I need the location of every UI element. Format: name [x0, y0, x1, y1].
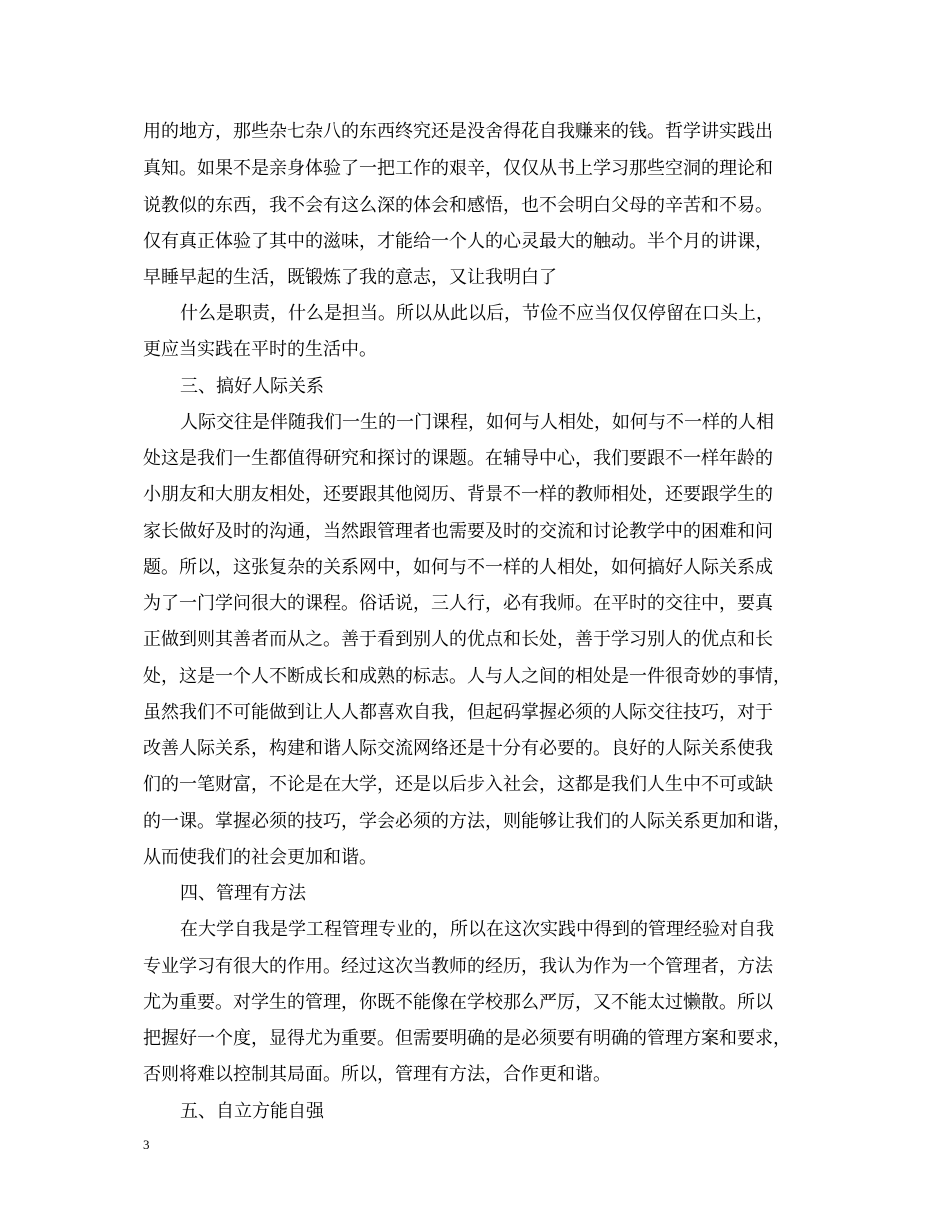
text-line: 正做到则其善者而从之。善于看到别人的优点和长处，善于学习别人的优点和长 [143, 629, 773, 650]
text-line: 在大学自我是学工程管理专业的，所以在这次实践中得到的管理经验对自我 [180, 919, 774, 940]
text-line: 尤为重要。对学生的管理，你既不能像在学校那么严厉，又不能太过懒散。所以 [143, 992, 773, 1013]
text-line: 把握好一个度，显得尤为重要。但需要明确的是必须要有明确的管理方案和要求， [143, 1028, 791, 1049]
text-line: 早睡早起的生活，既锻炼了我的意志，又让我明白了 [143, 267, 557, 288]
text-line: 处这是我们一生都值得研究和探讨的课题。在辅导中心，我们要跟不一样年龄的 [143, 448, 773, 469]
section-heading: 五、自立方能自强 [180, 1101, 324, 1122]
section-heading: 四、管理有方法 [180, 883, 306, 904]
section-heading: 三、搞好人际关系 [180, 376, 324, 397]
text-line: 人际交往是伴随我们一生的一门课程，如何与人相处，如何与不一样的人相 [180, 412, 774, 433]
text-line: 说教似的东西，我不会有这么深的体会和感悟，也不会明白父母的辛苦和不易。 [143, 195, 773, 216]
text-line: 专业学习有很大的作用。经过这次当教师的经历，我认为作为一个管理者，方法 [143, 956, 773, 977]
text-line: 题。所以，这张复杂的关系网中，如何与不一样的人相处，如何搞好人际关系成 [143, 557, 773, 578]
text-line: 为了一门学问很大的课程。俗话说，三人行，必有我师。在平时的交往中，要真 [143, 593, 773, 614]
text-line: 用的地方，那些杂七杂八的东西终究还是没舍得花自我赚来的钱。哲学讲实践出 [143, 121, 773, 142]
text-line: 处，这是一个人不断成长和成熟的标志。人与人之间的相处是一件很奇妙的事情， [143, 666, 791, 687]
text-line: 们的一笔财富，不论是在大学，还是以后步入社会，这都是我们人生中不可或缺 [143, 774, 773, 795]
text-line: 否则将难以控制其局面。所以，管理有方法，合作更和谐。 [143, 1064, 611, 1085]
text-line: 家长做好及时的沟通，当然跟管理者也需要及时的交流和讨论教学中的困难和问 [143, 521, 773, 542]
text-line: 改善人际关系，构建和谐人际交流网络还是十分有必要的。良好的人际关系使我 [143, 738, 773, 759]
text-line: 更应当实践在平时的生活中。 [143, 339, 377, 360]
text-line: 的一课。掌握必须的技巧，学会必须的方法，则能够让我们的人际关系更加和谐， [143, 811, 791, 832]
text-line: 什么是职责，什么是担当。所以从此以后，节俭不应当仅仅停留在口头上， [180, 303, 774, 324]
text-line: 虽然我们不可能做到让人人都喜欢自我，但起码掌握必须的人际交往技巧，对于 [143, 702, 773, 723]
text-line: 小朋友和大朋友相处，还要跟其他阅历、背景不一样的教师相处，还要跟学生的 [143, 484, 773, 505]
text-line: 真知。如果不是亲身体验了一把工作的艰辛，仅仅从书上学习那些空洞的理论和 [143, 158, 773, 179]
text-line: 仅有真正体验了其中的滋味，才能给一个人的心灵最大的触动。半个月的讲课， [143, 231, 773, 252]
text-line: 从而使我们的社会更加和谐。 [143, 847, 377, 868]
page-number: 3 [143, 1137, 150, 1152]
